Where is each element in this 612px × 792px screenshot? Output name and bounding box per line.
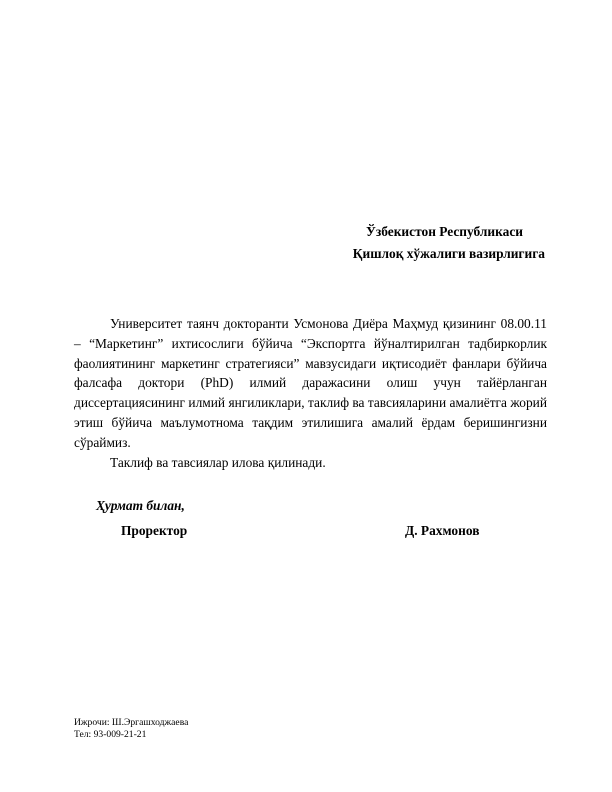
closing-salutation: Ҳурмат билан, [96, 498, 185, 513]
addressee-line-1: Ўзбекистон Республикаси [366, 224, 523, 239]
signer-name: Д. Рахмонов [405, 523, 480, 538]
body-paragraph-request: Университет таянч докторанти Усмонова Диёра Маҳмуд қизининг 08.00.11 – “Маркетинг” ихтисослиги бўйича “Экспортга йўналтирилган тадбиркорлик фаолиятининг маркетинг стратегияси” мавзусидаги иқтисодиёт фанлари бўйича фалсафа доктори (PhD) илмий даражасини олиш учун тайёрланган диссертациясининг илмий янгиликлари, таклиф ва тавсияларини амалиётга жорий этиш бўйича маълумотнома тақдим этилишига амалий ёрдам беришингизни сўраймиз. [74, 316, 547, 450]
addressee-block [300, 221, 545, 265]
signer-title: Проректор [121, 523, 188, 538]
body-paragraph-attachment: Таклиф ва тавсиялар илова қилинади. [110, 454, 326, 470]
letter-body [74, 314, 547, 472]
footer-contact [74, 717, 188, 741]
footer-phone: Тел: 93-009-21-21 [74, 729, 147, 740]
addressee-line-2: Қишлоқ хўжалиги вазирлигига [352, 246, 545, 261]
footer-executor: Ижрочи: Ш.Эргашходжаева [74, 717, 189, 728]
